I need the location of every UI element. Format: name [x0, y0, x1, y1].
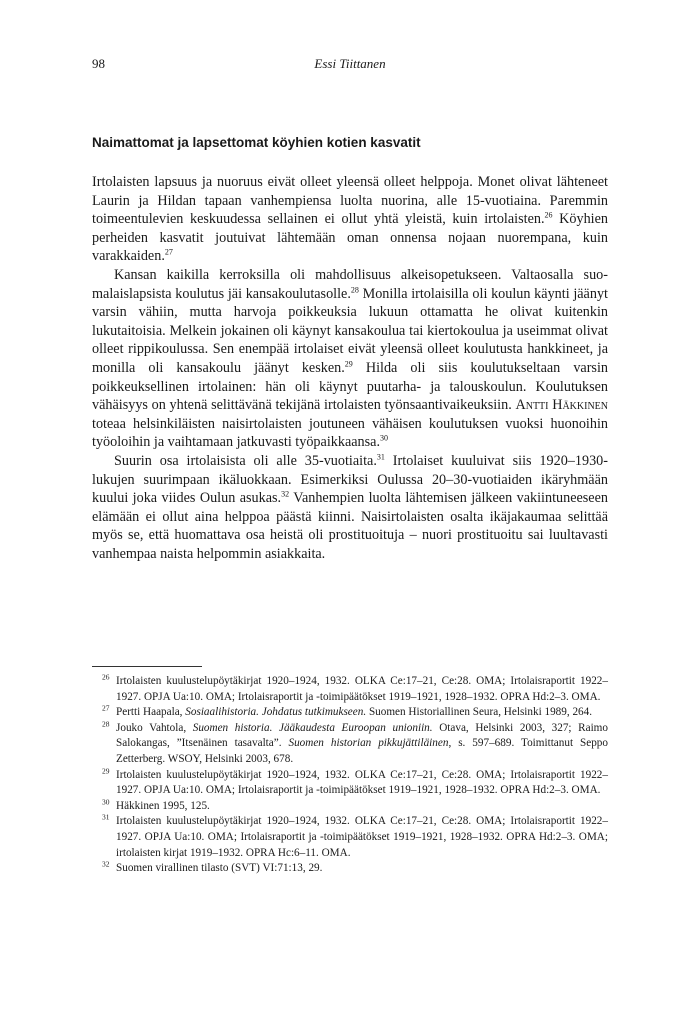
footnote-text: Irtolaisten kuulustelupöytäkirjat 1920–1924, 1932. OLKA Ce:17–21, Ce:28. OMA; Irtolaisraportit 1922–1927. OPJA Ua:10. OMA; Irtolaisraportit ja -toimipäätökset 1919–1921, 1928–1932. OPRA Hd:2–3. OMA. [116, 675, 608, 703]
paragraph-text: Irtolaisten lapsuus ja nuoruus eivät olleet yleensä olleet helppoja. Monet olivat lähteneet Laurin ja Hildan tapaan vanhempiensa luolta nuorina, alle 15-vuotiaina. Paremmin toimeentulevien keskuudessa sellainen ei ollut yhtä yleistä, kuin irtolaisten. [92, 174, 608, 228]
footnote-number: 29 [102, 765, 110, 775]
footnote-item [92, 705, 608, 721]
footnote-text: Irtolaisten kuulustelupöytäkirjat 1920–1924, 1932. OLKA Ce:17–21, Ce:28. OMA; Irtolaisraportit 1922–1927. OPJA Ua:10. OMA; Irtolaisraportit ja -toimipäätökset 1919–1921, 1928–1932. OPRA Hd:2–3. OMA. [116, 768, 608, 797]
footnote-ref[interactable]: 32 [281, 489, 290, 499]
footnote-number: 31 [102, 812, 110, 822]
footnote-item [92, 721, 608, 768]
footnote-text: Irtolaisten kuulustelupöytäkirjat 1920–1924, 1932. OLKA Ce:17–21, Ce:28. OMA; Irtolaisraportit 1922–1927. OPJA Ua:10. OMA; Irtolaisraportit ja -toimipäätökset 1919–1921, 1928–1932. OPRA Hd:2–3. OMA; irtolaisten kirjat 1919–1932. OPRA Hc:6–11. OMA. [116, 815, 608, 859]
footnote-text: Häkkinen 1995, 125. [116, 799, 210, 812]
footnote-text: Pertti Haapala, Sosiaalihistoria. Johdatus tutkimukseen. Suomen Historiallinen Seura, Helsinki 1989, 264. [116, 706, 593, 719]
footnote-text: Suomen virallinen tilasto (SVT) VI:71:13, 29. [116, 862, 323, 875]
footnote-number: 30 [102, 797, 110, 807]
page-number: 98 [92, 56, 105, 71]
footnote-ref[interactable]: 31 [376, 452, 385, 462]
footnote-ref[interactable]: 26 [544, 210, 553, 220]
footnote-title-italic: Suomen historian pikkujättiläinen [288, 737, 449, 750]
footnote-ref[interactable]: 28 [350, 284, 359, 294]
footnote-number: 28 [102, 719, 110, 729]
footnote-ref[interactable]: 27 [164, 247, 173, 257]
footnote-title-italic: Sosiaalihistoria. Johdatus tutkimukseen. [185, 706, 367, 719]
footnote-item [92, 814, 608, 861]
page-header [92, 56, 608, 74]
paragraph-text: toteaa helsinkiläisten naisirtolaisten joutuneen vähäisen koulutuksen vuoksi huonoihin työoloihin ja vaihtamaan jatkuvasti työpaikkaansa. [92, 415, 608, 451]
running-head-author: Essi Tiittanen [314, 56, 386, 71]
footnote-title-italic: Suomen historia. Jääkaudesta Euroopan unioniin. [192, 721, 433, 734]
footnote-item [92, 861, 608, 877]
paragraph-text: Hilda oli siis koulutukseltaan varsin poikkeuksellinen irtolainen: hän oli käynyt puutarha- ja talouskoulun. Koulutuksen vähäisyys on yhtenä selittävänä tekijänä irtolaisten työnsaantivaikeuksiin. [92, 359, 608, 414]
paragraph-1 [92, 173, 608, 266]
paragraph-3 [92, 452, 608, 564]
footnote-item [92, 674, 608, 705]
body-text [92, 173, 608, 563]
footnote-number: 32 [102, 859, 110, 869]
footnote-ref[interactable]: 30 [380, 433, 389, 443]
footnote-number: 27 [102, 703, 110, 713]
footnote-number: 26 [102, 672, 110, 682]
paragraph-2 [92, 266, 608, 452]
paragraph-text: Suurin osa irtolaisista oli alle 35-vuotiaita. [114, 452, 377, 469]
paragraph-text: Vanhempien luolta lähtemisen jälkeen vakiintuneeseen elämään ei ollut aina helppoa päästä kiinni. Naisirtolaisten osalta ikäjakaumaa selittää myös se, että huomattava osa heistä oli prostituoituja – nuori prostituoitu sai luultavasti vanhempaa naista helpommin asiakkaita. [92, 490, 608, 562]
footnote-divider [92, 666, 202, 667]
section-heading: Naimattomat ja lapsettomat köyhien kotien kasvatit [92, 135, 421, 150]
footnote-item [92, 799, 608, 815]
paragraph-text: Irtolaiset kuuluivat siis 1920–1930-lukujen suurimpaan ikäluokkaan. Esimerkiksi Oulussa 20–30-vuotiaiden ikäryhmään kuului joka viides Oulun asukas. [92, 452, 609, 507]
footnote-ref[interactable]: 29 [344, 359, 353, 369]
paragraph-text: Köyhien perheiden kasvatit joutuivat lähtemään oman onnensa nojaan nuorempana, kuin varakkaiden. [92, 211, 608, 265]
footnote-item [92, 765, 608, 799]
author-name-smallcaps: Antti Häkkinen [515, 397, 608, 414]
paragraph-text: Kansan kaikilla kerroksilla oli mahdollisuus alkeisopetukseen. Valtaosalla suomalaislapsista koulutus jäi kansakoulutasolle. [92, 266, 608, 302]
footnote-text: Jouko Vahtola, Suomen historia. Jääkaudesta Euroopan unioniin. Otava, Helsinki 2003, 327; Raimo Salokangas, ”Itsenäinen tasavalta”. Suomen historian pikkujättiläinen, s. 597–689. Toimittanut Seppo Zetterberg. WSOY, Helsinki 2003, 678. [116, 721, 608, 765]
footnotes-section [92, 674, 608, 877]
paragraph-text: Monilla irtolaisilla oli koulun käynti jäänyt varsin vähiin, mutta harvoja poikkeuksia lukuun ottamatta he olivat kuitenkin lukutaitoisia. Melkein jokainen oli käynyt kansakoulua tai kiertokoulua ja useimmat olivat olleet rippikoulussa. Sen enempää irtolaiset eivät yleensä olleet koulutusta hankkineet, ja monilla oli kansakoulu jäänyt kesken. [92, 285, 608, 376]
